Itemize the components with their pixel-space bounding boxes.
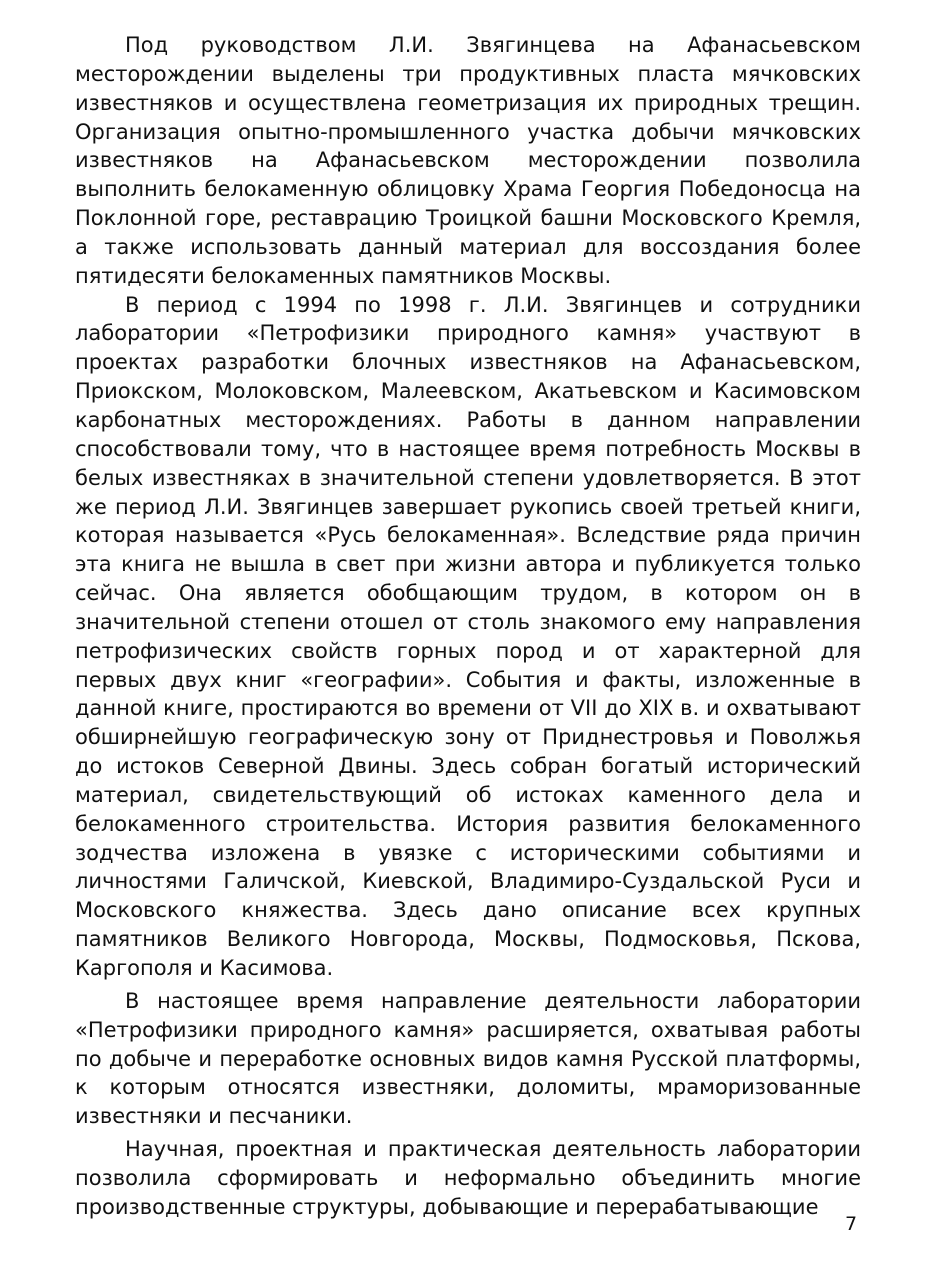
page-body — [75, 31, 861, 1222]
paragraph-3: В настоящее время направление деятельности лаборатории «Петрофизики природного камня» расширяется, охватывая работы по добыче и переработке основных видов камня Русской платформы, к которым относятся известняки, доломиты, мраморизованные известняки и песчаники. — [75, 988, 861, 1129]
paragraph-2: В период с 1994 по 1998 г. Л.И. Звягинцев и сотрудники лаборатории «Петрофизики природного камня» участвуют в проектах разработки блочных известняков на Афанасьевском, Приокском, Молоковском, Малеевском, Акатьевском и Касимовском карбонатных месторождениях. Работы в данном направлении способствовали тому, что в настоящее время потребность Москвы в белых известняках в значительной степени удовлетворяется. В этот же период Л.И. Звягинцев завершает рукопись своей третьей книги, которая называется «Русь белокаменная». Вследствие ряда причин эта книга не вышла в свет при жизни автора и публикуется только сейчас. Она является обобщающим трудом, в котором он в значительной степени отошел от столь знакомого ему направления петрофизических свойств горных пород и от характерной для первых двух книг «географии». События и факты, изложенные в данной книге, простираются во времени от VII до XIX в. и охватывают обширнейшую географическую зону от Приднестровья и Поволжья до истоков Северной Двины. Здесь собран богатый исторический материал, свидетельствующий об истоках каменного дела и белокаменного строительства. История развития белокаменного зодчества изложена в увязке с историческими событиями и личностями Галичской, Киевской, Владимиро-Суздальской Руси и Московского княжества. Здесь дано описание всех крупных памятников Великого Новгорода, Москвы, Подмосковья, Пскова, Каргополя и Касимова. — [75, 292, 861, 980]
paragraph-1: Под руководством Л.И. Звягинцева на Афанасьевском месторождении выделены три продуктивных пласта мячковских известняков и осуществлена геометризация их природных трещин. Организация опытно-промышленного участка добычи мячковских известняков на Афанасьевском месторождении позволила выполнить белокаменную облицовку Храма Георгия Победоносца на Поклонной горе, реставрацию Троицкой башни Московского Кремля, а также использовать данный материал для воссоздания более пятидесяти белокаменных памятников Москвы. — [75, 33, 861, 288]
page-number: 7 — [845, 1213, 858, 1235]
paragraph-4: Научная, проектная и практическая деятельность лаборатории позволила сформировать и неформально объединить многие производственные структуры, добывающие и перерабатывающие — [75, 1137, 861, 1219]
